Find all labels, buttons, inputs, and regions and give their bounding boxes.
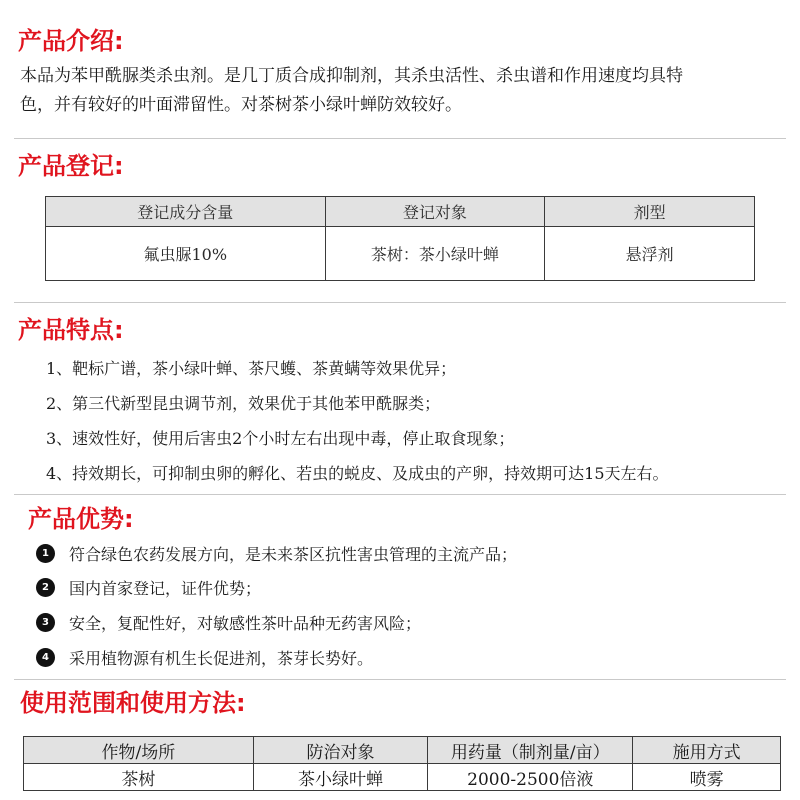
number-badge-icon: 2	[36, 578, 55, 597]
divider	[14, 494, 786, 495]
table-cell: 茶小绿叶蝉	[253, 764, 428, 791]
header-cell: 作物/场所	[24, 737, 254, 764]
feature-item: 4、持效期长，可抑制虫卵的孵化、若虫的蜕皮、及成虫的产卵，持效期可达15天左右。	[46, 464, 669, 483]
registration-title: 产品登记:	[18, 152, 124, 180]
intro-text	[20, 62, 788, 120]
intro-title: 产品介绍:	[18, 27, 124, 55]
advantage-text: 安全，复配性好，对敏感性茶叶品种无药害风险；	[69, 613, 422, 633]
advantage-item	[36, 646, 373, 668]
table-row	[24, 764, 781, 791]
usage-title: 使用范围和使用方法:	[20, 689, 246, 717]
number-badge-icon: 1	[36, 544, 55, 563]
header-cell: 登记对象	[325, 197, 545, 227]
table-cell: 悬浮剂	[545, 227, 755, 281]
usage-table	[23, 736, 781, 791]
table-cell: 茶树：茶小绿叶蝉	[325, 227, 545, 281]
divider	[14, 679, 786, 680]
intro-line-1: 本品为苯甲酰脲类杀虫剂。是几丁质合成抑制剂，其杀虫活性、杀虫谱和作用速度均具特	[20, 66, 683, 86]
advantage-text: 符合绿色农药发展方向，是未来茶区抗性害虫管理的主流产品；	[69, 544, 518, 564]
feature-item: 1、靶标广谱，茶小绿叶蝉、茶尺蠖、茶黄螨等效果优异；	[46, 359, 457, 378]
registration-table	[45, 196, 755, 281]
advantage-text: 国内首家登记，证件优势；	[69, 578, 262, 598]
advantage-item	[36, 542, 517, 564]
intro-line-2: 色，并有较好的叶面滞留性。对茶树茶小绿叶蝉防效较好。	[20, 95, 462, 115]
advantage-item	[36, 611, 421, 633]
usage-header-row	[24, 737, 781, 764]
registration-header-row	[46, 197, 755, 227]
header-cell: 施用方式	[633, 737, 781, 764]
features-title: 产品特点:	[18, 316, 124, 344]
table-cell: 茶树	[24, 764, 254, 791]
divider	[14, 302, 786, 303]
divider	[14, 138, 786, 139]
feature-item: 2、第三代新型昆虫调节剂，效果优于其他苯甲酰脲类；	[46, 394, 441, 413]
number-badge-icon: 3	[36, 613, 55, 632]
header-cell: 剂型	[545, 197, 755, 227]
header-cell: 防治对象	[253, 737, 428, 764]
table-row	[46, 227, 755, 281]
advantage-item	[36, 576, 261, 598]
header-cell: 用药量（制剂量/亩）	[428, 737, 633, 764]
advantages-title: 产品优势:	[28, 505, 134, 533]
feature-item: 3、速效性好，使用后害虫2个小时左右出现中毒，停止取食现象；	[46, 429, 515, 448]
table-cell: 喷雾	[633, 764, 781, 791]
table-cell: 2000-2500倍液	[428, 764, 633, 791]
advantage-text: 采用植物源有机生长促进剂，茶芽长势好。	[69, 648, 374, 668]
header-cell: 登记成分含量	[46, 197, 326, 227]
number-badge-icon: 4	[36, 648, 55, 667]
table-cell: 氟虫脲10%	[46, 227, 326, 281]
